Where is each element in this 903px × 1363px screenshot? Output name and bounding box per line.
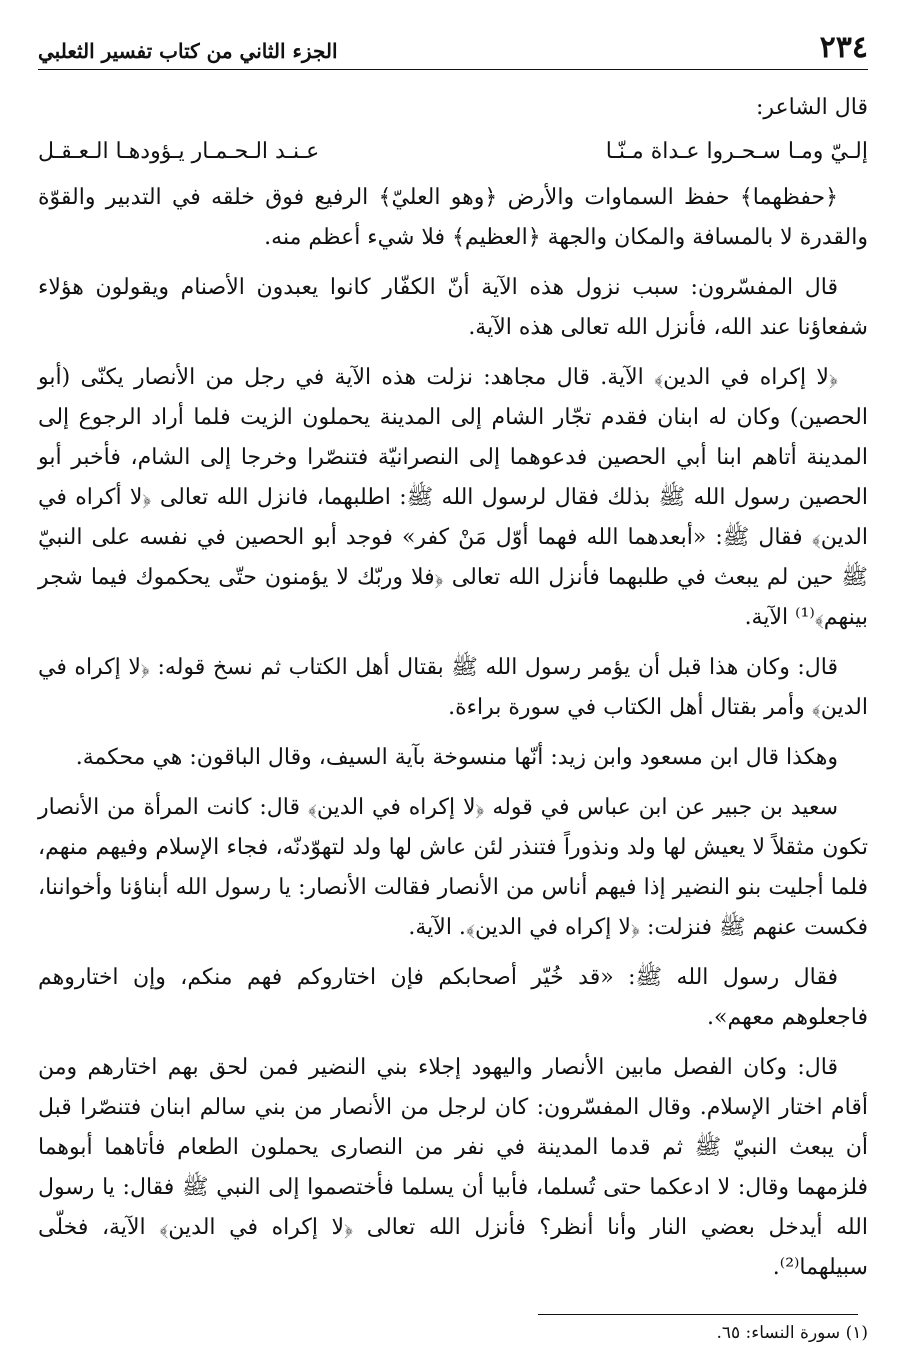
poet-intro: قال الشاعر:: [755, 95, 868, 120]
paragraph: سعيد بن جبير عن ابن عباس في قوله ﴿لا إكراه في الدين﴾ قال: كانت المرأة من الأنصار تكون مثقلاً لا يعيش لها ولد ونذوراً فتنذر لئن عاش لها ولد لتهوّدنّه، فجاء الإسلام وفيهم منهم، فلما أجليت بنو النضير إذا فيهم أناس من الأنصار فقالت الأنصار: يا رسول الله أبناؤنا وأخواننا، فكست عنهم ﷺ فنزلت: ﴿لا إكراه في الدين﴾. الآية.: [38, 795, 868, 940]
paragraph: قال: وكان الفصل مابين الأنصار واليهود إجلاء بني النضير فمن لحق بهم اختارهم ومن أقام اختار الإسلام. وقال المفسّرون: كان لرجل من الأنصار من بني سالم ابنان فتنصّرا قبل أن يبعث النبيّ ﷺ ثم قدما المدينة في نفر من النصارى يحملون الطعام فأتاهما أبوهما فلزمهما وقال: لا ادعكما حتى تُسلما، فأبيا أن يسلما فأختصموا إلى النبي ﷺ فقال: يا رسول الله أيدخل بعضي النار وأنا أنظر؟ فأنزل الله تعالى ﴿لا إكراه في الدين﴾ الآية، فخلّى سبيلهما⁽²⁾.: [38, 1055, 868, 1280]
paragraph: ﴿لا إكراه في الدين﴾ الآية. قال مجاهد: نزلت هذه الآية في رجل من الأنصار يكنّى (أبو الحصين) وكان له ابنان فقدم تجّار الشام إلى المدينة يحملون الزيت فلما أراد الرجوع إلى المدينة أتاهم ابنا أبي الحصين فدعوهما إلى النصرانيّة فتنصّرا وخرجا إلى الشام، فأخبر أبو الحصين رسول الله ﷺ بذلك فقال لرسول الله ﷺ: اطلبهما، فانزل الله تعالى ﴿لا أكراه في الدين﴾ فقال ﷺ: «أبعدهما الله فهما أوّل مَنْ كفر» فوجد أبو الحصين في نفسه على النبيّ ﷺ حين لم يبعث في طلبهما فأنزل الله تعالى ﴿فلا وربّك لا يؤمنون حتّى يحكموك فيما شجر بينهم﴾⁽¹⁾ الآية.: [38, 365, 868, 630]
page-number: ٢٣٤: [819, 30, 868, 65]
running-header: [38, 28, 868, 70]
main-text: [38, 88, 868, 1288]
paragraph: وهكذا قال ابن مسعود وابن زيد: أنّها منسوخة بآية السيف، وقال الباقون: هي محكمة.: [75, 745, 838, 770]
paragraph: قال المفسّرون: سبب نزول هذه الآية أنّ الكفّار كانوا يعبدون الأصنام ويقولون هؤلاء شفعاؤنا عند الله، فأنزل الله تعالى هذه الآية.: [38, 275, 868, 340]
verse-second-half: عـنـد الـحـمـار يـؤودهـا الـعـقـل: [38, 139, 320, 164]
footnote: (١) سورة النساء: ٦٥.: [716, 1323, 868, 1343]
poetry-verse: [38, 132, 868, 172]
page: [38, 28, 868, 1343]
running-title: الجزء الثاني من كتاب تفسير الثعلبي: [38, 39, 338, 63]
paragraph: فقال رسول الله ﷺ: «قد خُيّر أصحابكم فإن اختاروكم فهم منكم، وإن اختاروهم فاجعلوهم معهم».: [38, 965, 868, 1030]
paragraph: قال: وكان هذا قبل أن يؤمر رسول الله ﷺ بقتال أهل الكتاب ثم نسخ قوله: ﴿لا إكراه في الدين﴾ وأمر بقتال أهل الكتاب في سورة براءة.: [38, 655, 868, 720]
verse-first-half: إلـيّ ومـا سـحـروا عـداة مـنّـا: [605, 139, 868, 164]
footnote-divider: [538, 1314, 858, 1315]
paragraph: ﴿حفظهما﴾ حفظ السماوات والأرض ﴿وهو العليّ﴾ الرفيع فوق خلقه في التدبير والقوّة والقدرة لا بالمسافة والمكان والجهة ﴿العظيم﴾ فلا شيء أعظم منه.: [38, 185, 868, 250]
